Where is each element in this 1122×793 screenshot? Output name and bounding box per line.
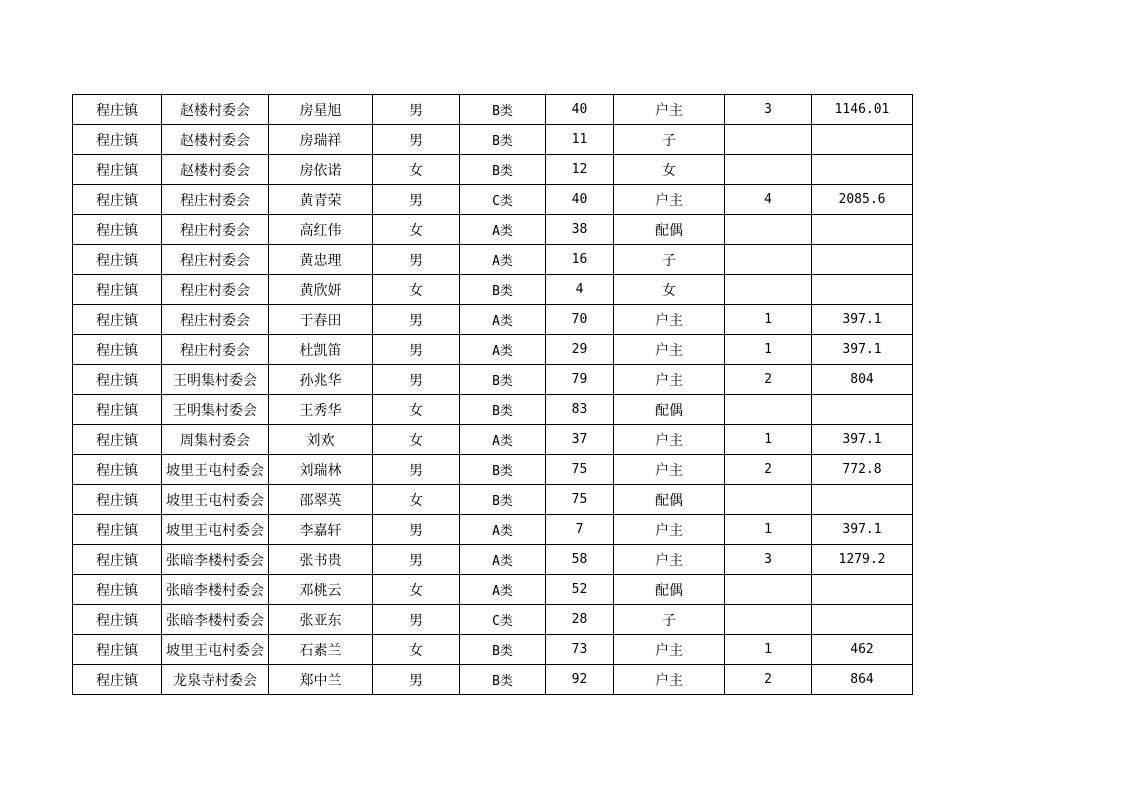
town-cell: 程庄镇 <box>73 125 162 155</box>
relation-cell: 户主 <box>614 665 725 695</box>
age-cell: 70 <box>546 305 614 335</box>
town-cell: 程庄镇 <box>73 215 162 245</box>
household-size-cell <box>725 245 812 275</box>
amount-cell: 1279.2 <box>812 545 913 575</box>
table-row <box>73 275 913 305</box>
age-cell: 75 <box>546 485 614 515</box>
amount-cell: 2085.6 <box>812 185 913 215</box>
gender-cell: 男 <box>373 665 460 695</box>
gender-cell: 女 <box>373 275 460 305</box>
town-cell: 程庄镇 <box>73 545 162 575</box>
household-size-cell <box>725 215 812 245</box>
table-body <box>73 95 913 695</box>
town-cell: 程庄镇 <box>73 605 162 635</box>
village-cell: 王明集村委会 <box>162 365 269 395</box>
village-cell: 坡里王屯村委会 <box>162 635 269 665</box>
gender-cell: 男 <box>373 545 460 575</box>
name-cell: 刘瑞林 <box>269 455 373 485</box>
gender-cell: 男 <box>373 335 460 365</box>
table-row <box>73 545 913 575</box>
relation-cell: 户主 <box>614 425 725 455</box>
table-row <box>73 425 913 455</box>
amount-cell: 462 <box>812 635 913 665</box>
household-size-cell: 3 <box>725 545 812 575</box>
village-cell: 程庄村委会 <box>162 335 269 365</box>
category-cell: B类 <box>460 665 546 695</box>
table-row <box>73 635 913 665</box>
village-cell: 程庄村委会 <box>162 275 269 305</box>
amount-cell <box>812 395 913 425</box>
relation-cell: 户主 <box>614 335 725 365</box>
name-cell: 邵翠英 <box>269 485 373 515</box>
age-cell: 16 <box>546 245 614 275</box>
village-cell: 张暗李楼村委会 <box>162 575 269 605</box>
gender-cell: 男 <box>373 455 460 485</box>
age-cell: 58 <box>546 545 614 575</box>
village-cell: 张暗李楼村委会 <box>162 545 269 575</box>
village-cell: 程庄村委会 <box>162 245 269 275</box>
gender-cell: 男 <box>373 365 460 395</box>
household-size-cell: 2 <box>725 365 812 395</box>
age-cell: 52 <box>546 575 614 605</box>
category-cell: B类 <box>460 365 546 395</box>
village-cell: 龙泉寺村委会 <box>162 665 269 695</box>
household-size-cell: 2 <box>725 665 812 695</box>
category-cell: B类 <box>460 155 546 185</box>
household-size-cell: 2 <box>725 455 812 485</box>
name-cell: 张书贵 <box>269 545 373 575</box>
name-cell: 黄欣妍 <box>269 275 373 305</box>
town-cell: 程庄镇 <box>73 305 162 335</box>
town-cell: 程庄镇 <box>73 275 162 305</box>
name-cell: 王秀华 <box>269 395 373 425</box>
town-cell: 程庄镇 <box>73 395 162 425</box>
relation-cell: 女 <box>614 275 725 305</box>
name-cell: 高红伟 <box>269 215 373 245</box>
table-row <box>73 455 913 485</box>
household-size-cell <box>725 575 812 605</box>
table-row <box>73 155 913 185</box>
age-cell: 38 <box>546 215 614 245</box>
town-cell: 程庄镇 <box>73 665 162 695</box>
age-cell: 29 <box>546 335 614 365</box>
amount-cell: 772.8 <box>812 455 913 485</box>
age-cell: 73 <box>546 635 614 665</box>
name-cell: 杜凯笛 <box>269 335 373 365</box>
age-cell: 12 <box>546 155 614 185</box>
town-cell: 程庄镇 <box>73 575 162 605</box>
table-row <box>73 125 913 155</box>
gender-cell: 男 <box>373 515 460 545</box>
table-row <box>73 185 913 215</box>
table-row <box>73 665 913 695</box>
gender-cell: 女 <box>373 155 460 185</box>
category-cell: A类 <box>460 575 546 605</box>
relation-cell: 户主 <box>614 365 725 395</box>
table-row <box>73 95 913 125</box>
amount-cell <box>812 485 913 515</box>
town-cell: 程庄镇 <box>73 245 162 275</box>
village-cell: 坡里王屯村委会 <box>162 515 269 545</box>
gender-cell: 男 <box>373 125 460 155</box>
name-cell: 房依诺 <box>269 155 373 185</box>
town-cell: 程庄镇 <box>73 485 162 515</box>
gender-cell: 女 <box>373 485 460 515</box>
category-cell: A类 <box>460 215 546 245</box>
amount-cell <box>812 125 913 155</box>
amount-cell <box>812 245 913 275</box>
name-cell: 石素兰 <box>269 635 373 665</box>
relation-cell: 户主 <box>614 95 725 125</box>
age-cell: 75 <box>546 455 614 485</box>
category-cell: A类 <box>460 335 546 365</box>
gender-cell: 女 <box>373 215 460 245</box>
town-cell: 程庄镇 <box>73 455 162 485</box>
name-cell: 房瑞祥 <box>269 125 373 155</box>
relation-cell: 子 <box>614 125 725 155</box>
relation-cell: 配偶 <box>614 215 725 245</box>
name-cell: 黄忠理 <box>269 245 373 275</box>
town-cell: 程庄镇 <box>73 335 162 365</box>
table-row <box>73 605 913 635</box>
age-cell: 11 <box>546 125 614 155</box>
category-cell: A类 <box>460 245 546 275</box>
household-size-cell <box>725 485 812 515</box>
household-size-cell <box>725 275 812 305</box>
town-cell: 程庄镇 <box>73 515 162 545</box>
table-row <box>73 305 913 335</box>
category-cell: B类 <box>460 395 546 425</box>
village-cell: 程庄村委会 <box>162 305 269 335</box>
gender-cell: 男 <box>373 245 460 275</box>
relation-cell: 女 <box>614 155 725 185</box>
village-cell: 周集村委会 <box>162 425 269 455</box>
name-cell: 于春田 <box>269 305 373 335</box>
amount-cell: 804 <box>812 365 913 395</box>
amount-cell: 397.1 <box>812 335 913 365</box>
village-cell: 程庄村委会 <box>162 185 269 215</box>
household-size-cell: 1 <box>725 425 812 455</box>
category-cell: B类 <box>460 455 546 485</box>
relation-cell: 户主 <box>614 305 725 335</box>
household-size-cell <box>725 395 812 425</box>
gender-cell: 女 <box>373 635 460 665</box>
category-cell: A类 <box>460 515 546 545</box>
village-cell: 赵楼村委会 <box>162 155 269 185</box>
age-cell: 7 <box>546 515 614 545</box>
town-cell: 程庄镇 <box>73 635 162 665</box>
gender-cell: 男 <box>373 185 460 215</box>
relation-cell: 配偶 <box>614 485 725 515</box>
category-cell: A类 <box>460 305 546 335</box>
age-cell: 37 <box>546 425 614 455</box>
age-cell: 92 <box>546 665 614 695</box>
amount-cell <box>812 575 913 605</box>
age-cell: 40 <box>546 95 614 125</box>
name-cell: 孙兆华 <box>269 365 373 395</box>
household-size-cell <box>725 155 812 185</box>
amount-cell: 397.1 <box>812 515 913 545</box>
table-row <box>73 395 913 425</box>
relation-cell: 户主 <box>614 185 725 215</box>
age-cell: 83 <box>546 395 614 425</box>
category-cell: B类 <box>460 485 546 515</box>
name-cell: 张亚东 <box>269 605 373 635</box>
town-cell: 程庄镇 <box>73 365 162 395</box>
table-row <box>73 515 913 545</box>
category-cell: B类 <box>460 95 546 125</box>
name-cell: 房星旭 <box>269 95 373 125</box>
gender-cell: 男 <box>373 605 460 635</box>
household-size-cell <box>725 125 812 155</box>
amount-cell <box>812 275 913 305</box>
household-size-cell: 3 <box>725 95 812 125</box>
town-cell: 程庄镇 <box>73 95 162 125</box>
amount-cell: 864 <box>812 665 913 695</box>
town-cell: 程庄镇 <box>73 185 162 215</box>
gender-cell: 男 <box>373 305 460 335</box>
relation-cell: 户主 <box>614 455 725 485</box>
village-cell: 赵楼村委会 <box>162 95 269 125</box>
village-cell: 张暗李楼村委会 <box>162 605 269 635</box>
relation-cell: 配偶 <box>614 395 725 425</box>
relation-cell: 户主 <box>614 545 725 575</box>
category-cell: B类 <box>460 635 546 665</box>
table-row <box>73 215 913 245</box>
amount-cell <box>812 605 913 635</box>
relation-cell: 子 <box>614 605 725 635</box>
data-table <box>72 94 913 695</box>
category-cell: C类 <box>460 605 546 635</box>
age-cell: 40 <box>546 185 614 215</box>
table-row <box>73 335 913 365</box>
amount-cell: 397.1 <box>812 425 913 455</box>
amount-cell: 397.1 <box>812 305 913 335</box>
age-cell: 28 <box>546 605 614 635</box>
town-cell: 程庄镇 <box>73 425 162 455</box>
gender-cell: 男 <box>373 95 460 125</box>
household-size-cell: 1 <box>725 515 812 545</box>
household-size-cell: 1 <box>725 635 812 665</box>
village-cell: 王明集村委会 <box>162 395 269 425</box>
amount-cell: 1146.01 <box>812 95 913 125</box>
gender-cell: 女 <box>373 395 460 425</box>
gender-cell: 女 <box>373 575 460 605</box>
village-cell: 坡里王屯村委会 <box>162 485 269 515</box>
name-cell: 刘欢 <box>269 425 373 455</box>
amount-cell <box>812 215 913 245</box>
village-cell: 赵楼村委会 <box>162 125 269 155</box>
name-cell: 邓桃云 <box>269 575 373 605</box>
household-size-cell: 1 <box>725 335 812 365</box>
table-row <box>73 365 913 395</box>
category-cell: B类 <box>460 275 546 305</box>
household-size-cell <box>725 605 812 635</box>
category-cell: A类 <box>460 545 546 575</box>
gender-cell: 女 <box>373 425 460 455</box>
household-size-cell: 1 <box>725 305 812 335</box>
age-cell: 79 <box>546 365 614 395</box>
name-cell: 李嘉轩 <box>269 515 373 545</box>
category-cell: C类 <box>460 185 546 215</box>
relation-cell: 子 <box>614 245 725 275</box>
relation-cell: 配偶 <box>614 575 725 605</box>
age-cell: 4 <box>546 275 614 305</box>
village-cell: 程庄村委会 <box>162 215 269 245</box>
relation-cell: 户主 <box>614 635 725 665</box>
town-cell: 程庄镇 <box>73 155 162 185</box>
table-row <box>73 575 913 605</box>
household-size-cell: 4 <box>725 185 812 215</box>
name-cell: 黄青荣 <box>269 185 373 215</box>
category-cell: A类 <box>460 425 546 455</box>
amount-cell <box>812 155 913 185</box>
village-cell: 坡里王屯村委会 <box>162 455 269 485</box>
name-cell: 郑中兰 <box>269 665 373 695</box>
table-row <box>73 245 913 275</box>
relation-cell: 户主 <box>614 515 725 545</box>
table-row <box>73 485 913 515</box>
category-cell: B类 <box>460 125 546 155</box>
